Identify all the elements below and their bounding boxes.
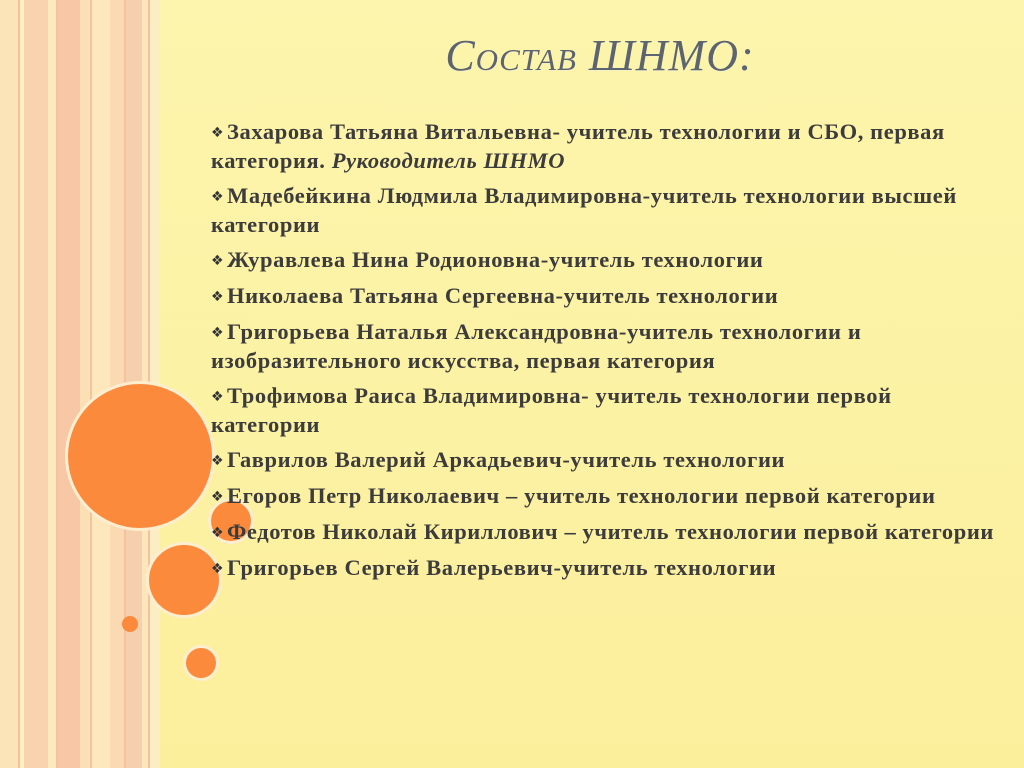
member-list — [211, 118, 1001, 590]
list-item — [211, 318, 1001, 375]
stripe-line — [90, 0, 92, 768]
diamond-bullet-icon: ❖ — [211, 289, 225, 305]
member-text: Мадебейкина Людмила Владимировна-учитель технологии высшей категории — [211, 183, 957, 237]
decorative-circle-medium — [149, 545, 219, 615]
member-text: Григорьев Сергей Валерьевич-учитель технологии — [227, 555, 777, 580]
slide-title: Состав ШНМО: — [445, 31, 755, 80]
member-text: Гаврилов Валерий Аркадьевич-учитель технологии — [227, 447, 786, 472]
member-text: Захарова Татьяна Витальевна- учитель технологии и СБО, первая категория. — [211, 119, 945, 173]
list-item — [211, 118, 1001, 175]
list-item — [211, 246, 1001, 275]
diamond-bullet-icon: ❖ — [211, 561, 225, 577]
diamond-bullet-icon: ❖ — [211, 189, 225, 205]
member-text: Егоров Петр Николаевич – учитель технологии первой категории — [227, 483, 936, 508]
diamond-bullet-icon: ❖ — [211, 453, 225, 469]
list-item — [211, 282, 1001, 311]
decorative-circle-large — [68, 384, 212, 528]
list-item — [211, 446, 1001, 475]
member-text: Григорьева Наталья Александровна-учитель технологии и изобразительного искусства, первая категория — [211, 319, 862, 373]
diamond-bullet-icon: ❖ — [211, 489, 225, 505]
decorative-circle-tiny — [122, 616, 138, 632]
list-item — [211, 182, 1001, 239]
member-text: Трофимова Раиса Владимировна- учитель технологии первой категории — [211, 383, 892, 437]
diamond-bullet-icon: ❖ — [211, 325, 225, 341]
member-role: Руководитель ШНМО — [331, 148, 566, 173]
list-item — [211, 482, 1001, 511]
list-item — [211, 382, 1001, 439]
diamond-bullet-icon: ❖ — [211, 525, 225, 541]
stripe-line — [18, 0, 20, 768]
member-text: Федотов Николай Кириллович – учитель технологии первой категории — [227, 519, 994, 544]
list-item — [211, 518, 1001, 547]
decorative-circle-small — [186, 648, 216, 678]
diamond-bullet-icon: ❖ — [211, 125, 225, 141]
member-text: Николаева Татьяна Сергеевна-учитель технологии — [227, 283, 779, 308]
stripe-line — [56, 0, 58, 768]
diamond-bullet-icon: ❖ — [211, 253, 225, 269]
list-item — [211, 554, 1001, 583]
diamond-bullet-icon: ❖ — [211, 389, 225, 405]
stripe-line — [124, 0, 126, 768]
member-text: Журавлева Нина Родионовна-учитель технологии — [227, 247, 764, 272]
